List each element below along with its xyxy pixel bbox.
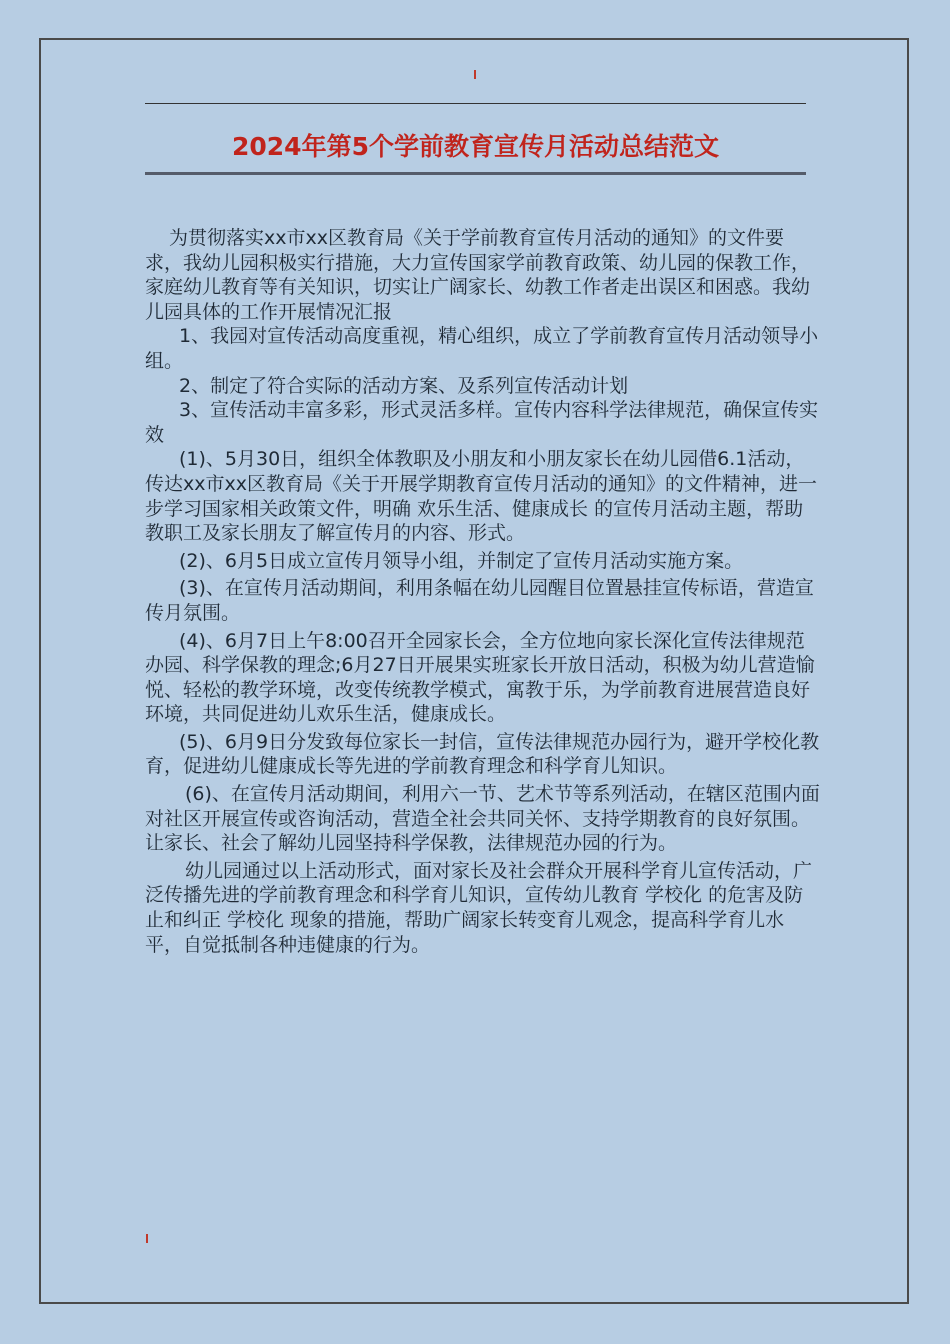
- paragraph-sub-1: (1)、5月30日，组织全体教职及小朋友和小朋友家长在幼儿园借6.1活动，传达xx市xx区教育局《关于开展学期教育宣传月活动的通知》的文件精神，进一步学习国家相关政策文件，明确 欢乐生活、健康成长 的宣传月活动主题，帮助教职工及家长朋友了解宣传月的内容、形式。: [145, 448, 817, 545]
- document-body: [145, 226, 820, 957]
- paragraph-sub-4: (4)、6月7日上午8:00召开全园家长会，全方位地向家长深化宣传法律规范办园、科学保教的理念;6月27日开展果实班家长开放日活动，积极为幼儿营造愉悦、轻松的教学环境，改变传统教学模式，寓教于乐，为学前教育进展营造良好环境，共同促进幼儿欢乐生活，健康成长。: [145, 629, 815, 726]
- paragraph-item-2: 2、制定了符合实际的活动方案、及系列宣传活动计划: [179, 374, 629, 397]
- footer-mark: [146, 1234, 148, 1243]
- paragraph-sub-2: (2)、6月5日成立宣传月领导小组，并制定了宣传月活动实施方案。: [179, 549, 744, 572]
- document-title: 2024年第5个学前教育宣传月活动总结范文: [232, 132, 719, 161]
- paragraph-conclusion: 幼儿园通过以上活动形式，面对家长及社会群众开展科学育儿宣传活动，广泛传播先进的学前教育理念和科学育儿知识，宣传幼儿教育 学校化 的危害及防止和纠正 学校化 现象的措施，帮助广阔家长转变育儿观念，提高科学育儿水平，自觉抵制各种违健康的行为。: [145, 859, 813, 956]
- header-mark: [474, 70, 476, 79]
- paragraph-sub-3: (3)、在宣传月活动期间，利用条幅在幼儿园醒目位置悬挂宣传标语，营造宣传月氛围。: [145, 577, 814, 624]
- paragraph-intro: 为贯彻落实xx市xx区教育局《关于学前教育宣传月活动的通知》的文件要求，我幼儿园积极实行措施，大力宣传国家学前教育政策、幼儿园的保教工作，家庭幼儿教育等有关知识，切实让广阔家长、幼教工作者走出误区和困惑。我幼儿园具体的工作开展情况汇报: [145, 227, 811, 323]
- paragraph-item-1: 1、我园对宣传活动高度重视，精心组织，成立了学前教育宣传月活动领导小组。: [145, 325, 819, 372]
- paragraph-sub-5: (5)、6月9日分发致每位家长一封信，宣传法律规范办园行为，避开学校化教育，促进幼儿健康成长等先进的学前教育理念和科学育儿知识。: [145, 730, 820, 778]
- paragraph-item-3: 3、宣传活动丰富多彩，形式灵活多样。宣传内容科学法律规范，确保宣传实效: [145, 399, 819, 446]
- paragraph-sub-6: (6)、在宣传月活动期间，利用六一节、艺术节等系列活动，在辖区范围内面对社区开展宣传或咨询活动，营造全社会共同关怀、支持学期教育的良好氛围。让家长、社会了解幼儿园坚持科学保教，法律规范办园的行为。: [145, 783, 820, 855]
- title-top-rule: [145, 103, 806, 104]
- title-bottom-rule: [145, 172, 806, 175]
